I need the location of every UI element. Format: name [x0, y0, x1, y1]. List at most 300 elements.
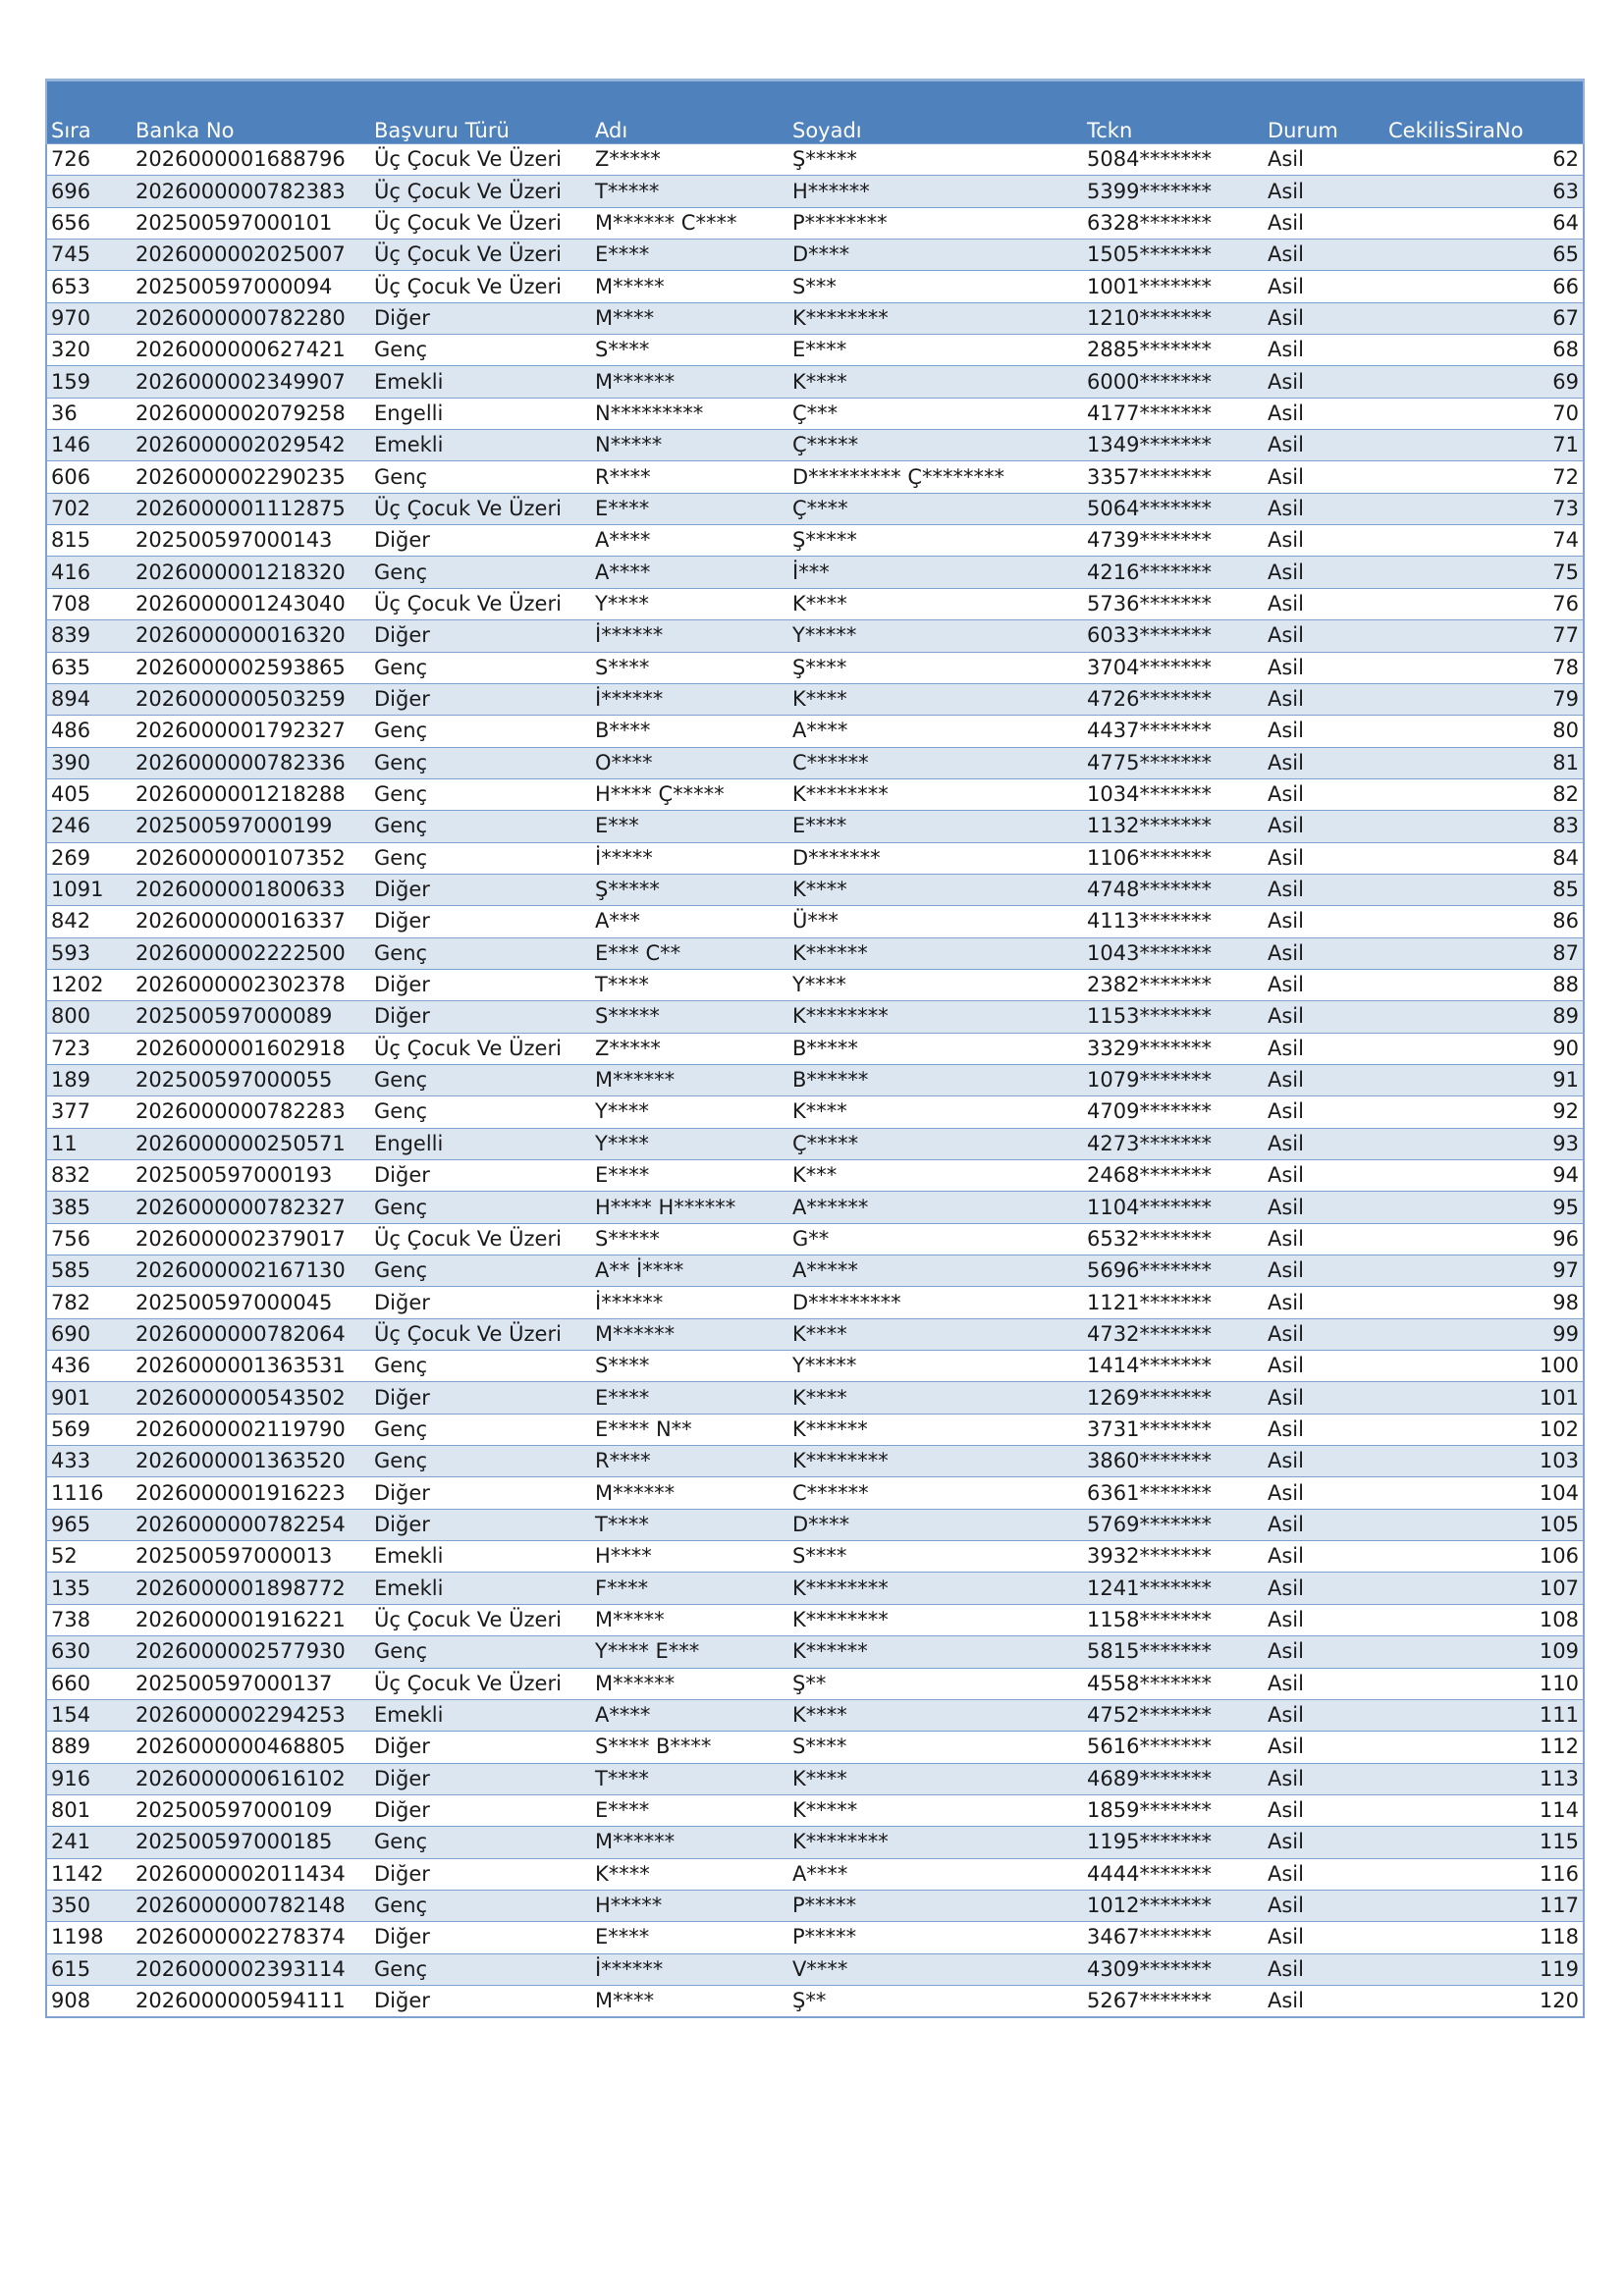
table-row — [46, 1192, 1584, 1223]
cell-tckn: 1269******* — [1083, 1382, 1264, 1414]
cell-tckn: 1859******* — [1083, 1794, 1264, 1826]
cell-soyadi: Ş** — [788, 1985, 1083, 2017]
cell-soyadi: A**** — [788, 1858, 1083, 1890]
cell-tckn: 1079******* — [1083, 1064, 1264, 1095]
cell-basvuru-turu: Diğer — [370, 874, 591, 905]
cell-banka-no: 2026000000016337 — [132, 906, 370, 937]
cell-tckn: 1241******* — [1083, 1573, 1264, 1604]
cell-tckn: 2468******* — [1083, 1160, 1264, 1192]
cell-tckn: 4177******* — [1083, 398, 1264, 429]
cell-basvuru-turu: Diğer — [370, 1477, 591, 1509]
cell-adi: A**** — [591, 557, 788, 588]
cell-banka-no: 2026000002278374 — [132, 1922, 370, 1953]
cell-durum: Asil — [1264, 1351, 1384, 1382]
cell-adi: M****** — [591, 1064, 788, 1095]
cell-sira: 320 — [46, 335, 132, 366]
cell-basvuru-turu: Genç — [370, 335, 591, 366]
cell-cekilis-sira-no: 102 — [1384, 1414, 1584, 1445]
cell-basvuru-turu: Üç Çocuk Ve Üzeri — [370, 176, 591, 207]
cell-durum: Asil — [1264, 683, 1384, 715]
cell-sira: 1198 — [46, 1922, 132, 1953]
cell-tckn: 6361******* — [1083, 1477, 1264, 1509]
cell-basvuru-turu: Diğer — [370, 1732, 591, 1763]
cell-banka-no: 202500597000089 — [132, 1001, 370, 1033]
cell-cekilis-sira-no: 69 — [1384, 366, 1584, 398]
table-row — [46, 525, 1584, 557]
cell-adi: İ****** — [591, 1953, 788, 1985]
cell-sira: 246 — [46, 811, 132, 842]
cell-adi: A** İ**** — [591, 1255, 788, 1287]
column-header-sira: Sıra — [46, 80, 132, 144]
cell-adi: M***** — [591, 271, 788, 302]
cell-banka-no: 2026000001800633 — [132, 874, 370, 905]
cell-tckn: 5696******* — [1083, 1255, 1264, 1287]
cell-soyadi: Ü*** — [788, 906, 1083, 937]
cell-soyadi: K**** — [788, 874, 1083, 905]
cell-cekilis-sira-no: 109 — [1384, 1636, 1584, 1668]
cell-sira: 11 — [46, 1128, 132, 1159]
table-row — [46, 1953, 1584, 1985]
cell-basvuru-turu: Emekli — [370, 1541, 591, 1573]
cell-basvuru-turu: Üç Çocuk Ve Üzeri — [370, 271, 591, 302]
cell-sira: 36 — [46, 398, 132, 429]
cell-sira: 635 — [46, 652, 132, 683]
cell-basvuru-turu: Engelli — [370, 398, 591, 429]
table-row — [46, 1128, 1584, 1159]
cell-cekilis-sira-no: 106 — [1384, 1541, 1584, 1573]
cell-soyadi: A**** — [788, 716, 1083, 747]
cell-cekilis-sira-no: 117 — [1384, 1890, 1584, 1921]
cell-tckn: 4775******* — [1083, 747, 1264, 778]
cell-soyadi: Y***** — [788, 620, 1083, 652]
cell-banka-no: 2026000000782283 — [132, 1096, 370, 1128]
cell-tckn: 4216******* — [1083, 557, 1264, 588]
table-row — [46, 461, 1584, 493]
cell-sira: 908 — [46, 1985, 132, 2017]
cell-adi: H**** — [591, 1541, 788, 1573]
cell-banka-no: 2026000002029542 — [132, 430, 370, 461]
table-body — [46, 144, 1584, 2018]
cell-cekilis-sira-no: 73 — [1384, 493, 1584, 524]
cell-sira: 433 — [46, 1446, 132, 1477]
cell-durum: Asil — [1264, 716, 1384, 747]
cell-tckn: 3860******* — [1083, 1446, 1264, 1477]
cell-adi: M****** — [591, 1668, 788, 1699]
column-header-soyadi: Soyadı — [788, 80, 1083, 144]
cell-cekilis-sira-no: 66 — [1384, 271, 1584, 302]
cell-durum: Asil — [1264, 1541, 1384, 1573]
cell-cekilis-sira-no: 78 — [1384, 652, 1584, 683]
cell-sira: 800 — [46, 1001, 132, 1033]
cell-durum: Asil — [1264, 1033, 1384, 1064]
table-row — [46, 874, 1584, 905]
cell-sira: 416 — [46, 557, 132, 588]
table-row — [46, 1477, 1584, 1509]
cell-durum: Asil — [1264, 652, 1384, 683]
cell-soyadi: E**** — [788, 335, 1083, 366]
cell-adi: E**** N** — [591, 1414, 788, 1445]
cell-adi: K**** — [591, 1858, 788, 1890]
cell-durum: Asil — [1264, 620, 1384, 652]
cell-banka-no: 2026000000782327 — [132, 1192, 370, 1223]
cell-basvuru-turu: Üç Çocuk Ve Üzeri — [370, 1033, 591, 1064]
results-table — [45, 79, 1585, 2018]
cell-tckn: 5267******* — [1083, 1985, 1264, 2017]
cell-durum: Asil — [1264, 1160, 1384, 1192]
cell-tckn: 5399******* — [1083, 176, 1264, 207]
cell-adi: S**** B**** — [591, 1732, 788, 1763]
cell-sira: 894 — [46, 683, 132, 715]
cell-cekilis-sira-no: 110 — [1384, 1668, 1584, 1699]
table-row — [46, 176, 1584, 207]
cell-banka-no: 2026000002222500 — [132, 937, 370, 969]
cell-basvuru-turu: Diğer — [370, 906, 591, 937]
cell-banka-no: 2026000001792327 — [132, 716, 370, 747]
cell-sira: 723 — [46, 1033, 132, 1064]
table-row — [46, 652, 1584, 683]
cell-soyadi: V**** — [788, 1953, 1083, 1985]
cell-basvuru-turu: Diğer — [370, 969, 591, 1000]
cell-durum: Asil — [1264, 1890, 1384, 1921]
cell-durum: Asil — [1264, 366, 1384, 398]
table-row — [46, 1318, 1584, 1350]
cell-adi: E**** — [591, 1160, 788, 1192]
cell-cekilis-sira-no: 96 — [1384, 1223, 1584, 1255]
cell-durum: Asil — [1264, 493, 1384, 524]
cell-durum: Asil — [1264, 969, 1384, 1000]
cell-adi: B**** — [591, 716, 788, 747]
cell-basvuru-turu: Genç — [370, 778, 591, 810]
cell-banka-no: 2026000001898772 — [132, 1573, 370, 1604]
cell-adi: M****** — [591, 366, 788, 398]
cell-sira: 436 — [46, 1351, 132, 1382]
cell-basvuru-turu: Genç — [370, 1953, 591, 1985]
cell-cekilis-sira-no: 112 — [1384, 1732, 1584, 1763]
cell-cekilis-sira-no: 101 — [1384, 1382, 1584, 1414]
cell-sira: 377 — [46, 1096, 132, 1128]
cell-durum: Asil — [1264, 557, 1384, 588]
table-row — [46, 906, 1584, 937]
table-row — [46, 430, 1584, 461]
cell-adi: Y**** E*** — [591, 1636, 788, 1668]
cell-banka-no: 2026000002011434 — [132, 1858, 370, 1890]
cell-durum: Asil — [1264, 240, 1384, 271]
cell-soyadi: H****** — [788, 176, 1083, 207]
column-header-banka-no: Banka No — [132, 80, 370, 144]
cell-basvuru-turu: Diğer — [370, 302, 591, 334]
cell-sira: 146 — [46, 430, 132, 461]
cell-sira: 585 — [46, 1255, 132, 1287]
table-row — [46, 747, 1584, 778]
table-row — [46, 366, 1584, 398]
table-row — [46, 969, 1584, 1000]
table-row — [46, 1351, 1584, 1382]
cell-tckn: 2885******* — [1083, 335, 1264, 366]
cell-cekilis-sira-no: 82 — [1384, 778, 1584, 810]
cell-tckn: 6033******* — [1083, 620, 1264, 652]
cell-sira: 965 — [46, 1509, 132, 1540]
cell-soyadi: D******* — [788, 842, 1083, 874]
cell-basvuru-turu: Üç Çocuk Ve Üzeri — [370, 1604, 591, 1635]
cell-cekilis-sira-no: 90 — [1384, 1033, 1584, 1064]
cell-cekilis-sira-no: 92 — [1384, 1096, 1584, 1128]
cell-soyadi: S*** — [788, 271, 1083, 302]
cell-tckn: 1414******* — [1083, 1351, 1264, 1382]
cell-soyadi: B***** — [788, 1033, 1083, 1064]
cell-cekilis-sira-no: 70 — [1384, 398, 1584, 429]
cell-cekilis-sira-no: 65 — [1384, 240, 1584, 271]
cell-adi: İ***** — [591, 842, 788, 874]
cell-tckn: 1195******* — [1083, 1827, 1264, 1858]
cell-cekilis-sira-no: 64 — [1384, 207, 1584, 239]
cell-tckn: 1012******* — [1083, 1890, 1264, 1921]
cell-banka-no: 2026000001363531 — [132, 1351, 370, 1382]
cell-soyadi: K******** — [788, 302, 1083, 334]
table-row — [46, 1763, 1584, 1794]
cell-tckn: 1043******* — [1083, 937, 1264, 969]
cell-sira: 696 — [46, 176, 132, 207]
cell-banka-no: 202500597000193 — [132, 1160, 370, 1192]
table-row — [46, 1382, 1584, 1414]
column-header-basvuru-turu: Başvuru Türü — [370, 80, 591, 144]
cell-cekilis-sira-no: 80 — [1384, 716, 1584, 747]
cell-soyadi: K**** — [788, 1382, 1083, 1414]
cell-soyadi: K****** — [788, 937, 1083, 969]
cell-durum: Asil — [1264, 302, 1384, 334]
cell-sira: 815 — [46, 525, 132, 557]
cell-soyadi: G** — [788, 1223, 1083, 1255]
column-header-tckn: Tckn — [1083, 80, 1264, 144]
cell-banka-no: 2026000000782254 — [132, 1509, 370, 1540]
cell-cekilis-sira-no: 62 — [1384, 144, 1584, 176]
cell-cekilis-sira-no: 81 — [1384, 747, 1584, 778]
cell-banka-no: 2026000000616102 — [132, 1763, 370, 1794]
cell-sira: 630 — [46, 1636, 132, 1668]
cell-basvuru-turu: Üç Çocuk Ve Üzeri — [370, 1668, 591, 1699]
cell-tckn: 1106******* — [1083, 842, 1264, 874]
cell-banka-no: 2026000001916223 — [132, 1477, 370, 1509]
cell-durum: Asil — [1264, 1318, 1384, 1350]
cell-soyadi: E**** — [788, 811, 1083, 842]
cell-sira: 782 — [46, 1287, 132, 1318]
cell-adi: N***** — [591, 430, 788, 461]
cell-cekilis-sira-no: 104 — [1384, 1477, 1584, 1509]
cell-durum: Asil — [1264, 1287, 1384, 1318]
cell-sira: 842 — [46, 906, 132, 937]
cell-basvuru-turu: Üç Çocuk Ve Üzeri — [370, 493, 591, 524]
table-row — [46, 588, 1584, 619]
cell-banka-no: 2026000002593865 — [132, 652, 370, 683]
cell-adi: H**** H****** — [591, 1192, 788, 1223]
cell-cekilis-sira-no: 63 — [1384, 176, 1584, 207]
cell-soyadi: Ç**** — [788, 493, 1083, 524]
cell-basvuru-turu: Genç — [370, 811, 591, 842]
table-row — [46, 1922, 1584, 1953]
table-header — [46, 80, 1584, 144]
cell-tckn: 4444******* — [1083, 1858, 1264, 1890]
cell-cekilis-sira-no: 83 — [1384, 811, 1584, 842]
cell-soyadi: K**** — [788, 1096, 1083, 1128]
cell-durum: Asil — [1264, 1064, 1384, 1095]
cell-cekilis-sira-no: 86 — [1384, 906, 1584, 937]
cell-banka-no: 2026000000543502 — [132, 1382, 370, 1414]
table-row — [46, 1985, 1584, 2017]
cell-sira: 660 — [46, 1668, 132, 1699]
cell-adi: M**** — [591, 1985, 788, 2017]
cell-adi: T**** — [591, 969, 788, 1000]
cell-adi: M***** — [591, 1604, 788, 1635]
cell-cekilis-sira-no: 67 — [1384, 302, 1584, 334]
cell-tckn: 4752******* — [1083, 1699, 1264, 1731]
cell-sira: 1142 — [46, 1858, 132, 1890]
cell-durum: Asil — [1264, 335, 1384, 366]
cell-banka-no: 202500597000143 — [132, 525, 370, 557]
cell-sira: 52 — [46, 1541, 132, 1573]
cell-durum: Asil — [1264, 1414, 1384, 1445]
cell-cekilis-sira-no: 100 — [1384, 1351, 1584, 1382]
table-row — [46, 1573, 1584, 1604]
cell-sira: 154 — [46, 1699, 132, 1731]
cell-durum: Asil — [1264, 1573, 1384, 1604]
cell-banka-no: 2026000002294253 — [132, 1699, 370, 1731]
cell-banka-no: 2026000001363520 — [132, 1446, 370, 1477]
table-row — [46, 1160, 1584, 1192]
table-row — [46, 1604, 1584, 1635]
cell-durum: Asil — [1264, 1827, 1384, 1858]
cell-banka-no: 2026000001218288 — [132, 778, 370, 810]
cell-adi: E**** — [591, 1922, 788, 1953]
cell-cekilis-sira-no: 72 — [1384, 461, 1584, 493]
cell-banka-no: 202500597000185 — [132, 1827, 370, 1858]
cell-soyadi: K****** — [788, 1636, 1083, 1668]
cell-sira: 901 — [46, 1382, 132, 1414]
cell-sira: 708 — [46, 588, 132, 619]
cell-soyadi: A***** — [788, 1255, 1083, 1287]
cell-basvuru-turu: Genç — [370, 461, 591, 493]
table-row — [46, 683, 1584, 715]
cell-cekilis-sira-no: 84 — [1384, 842, 1584, 874]
cell-basvuru-turu: Üç Çocuk Ve Üzeri — [370, 240, 591, 271]
cell-cekilis-sira-no: 79 — [1384, 683, 1584, 715]
cell-tckn: 4732******* — [1083, 1318, 1264, 1350]
cell-sira: 690 — [46, 1318, 132, 1350]
cell-basvuru-turu: Genç — [370, 1446, 591, 1477]
cell-cekilis-sira-no: 87 — [1384, 937, 1584, 969]
cell-cekilis-sira-no: 103 — [1384, 1446, 1584, 1477]
cell-durum: Asil — [1264, 842, 1384, 874]
cell-soyadi: D********* — [788, 1287, 1083, 1318]
cell-cekilis-sira-no: 77 — [1384, 620, 1584, 652]
cell-sira: 390 — [46, 747, 132, 778]
cell-soyadi: K**** — [788, 683, 1083, 715]
cell-tckn: 6328******* — [1083, 207, 1264, 239]
cell-durum: Asil — [1264, 778, 1384, 810]
cell-basvuru-turu: Üç Çocuk Ve Üzeri — [370, 1223, 591, 1255]
cell-durum: Asil — [1264, 1636, 1384, 1668]
cell-tckn: 5084******* — [1083, 144, 1264, 176]
cell-adi: O**** — [591, 747, 788, 778]
results-sheet — [45, 79, 1583, 2018]
cell-durum: Asil — [1264, 525, 1384, 557]
cell-tckn: 5736******* — [1083, 588, 1264, 619]
cell-durum: Asil — [1264, 1953, 1384, 1985]
cell-soyadi: K******** — [788, 1573, 1083, 1604]
cell-adi: E**** — [591, 1382, 788, 1414]
cell-sira: 135 — [46, 1573, 132, 1604]
cell-adi: R**** — [591, 1446, 788, 1477]
cell-tckn: 4739******* — [1083, 525, 1264, 557]
cell-banka-no: 202500597000055 — [132, 1064, 370, 1095]
cell-durum: Asil — [1264, 1001, 1384, 1033]
cell-banka-no: 2026000000250571 — [132, 1128, 370, 1159]
cell-sira: 486 — [46, 716, 132, 747]
cell-durum: Asil — [1264, 1732, 1384, 1763]
cell-sira: 738 — [46, 1604, 132, 1635]
cell-basvuru-turu: Genç — [370, 1064, 591, 1095]
cell-adi: Y**** — [591, 588, 788, 619]
cell-cekilis-sira-no: 99 — [1384, 1318, 1584, 1350]
cell-banka-no: 2026000000782280 — [132, 302, 370, 334]
cell-tckn: 3357******* — [1083, 461, 1264, 493]
table-row — [46, 240, 1584, 271]
cell-soyadi: Ş***** — [788, 525, 1083, 557]
cell-banka-no: 2026000000782336 — [132, 747, 370, 778]
cell-adi: Ş***** — [591, 874, 788, 905]
cell-cekilis-sira-no: 116 — [1384, 1858, 1584, 1890]
cell-banka-no: 2026000002379017 — [132, 1223, 370, 1255]
cell-basvuru-turu: Genç — [370, 1636, 591, 1668]
cell-soyadi: Ç***** — [788, 430, 1083, 461]
cell-tckn: 5616******* — [1083, 1732, 1264, 1763]
cell-durum: Asil — [1264, 176, 1384, 207]
cell-cekilis-sira-no: 68 — [1384, 335, 1584, 366]
cell-durum: Asil — [1264, 906, 1384, 937]
cell-cekilis-sira-no: 88 — [1384, 969, 1584, 1000]
cell-durum: Asil — [1264, 1096, 1384, 1128]
cell-durum: Asil — [1264, 461, 1384, 493]
cell-adi: M****** — [591, 1827, 788, 1858]
cell-tckn: 1034******* — [1083, 778, 1264, 810]
column-header-cekilis-sira-no: CekilisSiraNo — [1384, 80, 1584, 144]
cell-sira: 756 — [46, 1223, 132, 1255]
cell-sira: 889 — [46, 1732, 132, 1763]
cell-durum: Asil — [1264, 271, 1384, 302]
table-row — [46, 716, 1584, 747]
cell-sira: 1091 — [46, 874, 132, 905]
table-row — [46, 1890, 1584, 1921]
cell-basvuru-turu: Genç — [370, 557, 591, 588]
cell-soyadi: Ş**** — [788, 652, 1083, 683]
cell-tckn: 4689******* — [1083, 1763, 1264, 1794]
cell-sira: 702 — [46, 493, 132, 524]
cell-basvuru-turu: Emekli — [370, 366, 591, 398]
cell-tckn: 6000******* — [1083, 366, 1264, 398]
cell-tckn: 4273******* — [1083, 1128, 1264, 1159]
table-row — [46, 144, 1584, 176]
cell-basvuru-turu: Diğer — [370, 1382, 591, 1414]
cell-basvuru-turu: Engelli — [370, 1128, 591, 1159]
cell-tckn: 1349******* — [1083, 430, 1264, 461]
cell-basvuru-turu: Üç Çocuk Ve Üzeri — [370, 207, 591, 239]
cell-cekilis-sira-no: 120 — [1384, 1985, 1584, 2017]
cell-sira: 350 — [46, 1890, 132, 1921]
cell-soyadi: Y**** — [788, 969, 1083, 1000]
cell-banka-no: 2026000000627421 — [132, 335, 370, 366]
cell-basvuru-turu: Diğer — [370, 1001, 591, 1033]
cell-tckn: 5064******* — [1083, 493, 1264, 524]
cell-cekilis-sira-no: 97 — [1384, 1255, 1584, 1287]
cell-durum: Asil — [1264, 811, 1384, 842]
